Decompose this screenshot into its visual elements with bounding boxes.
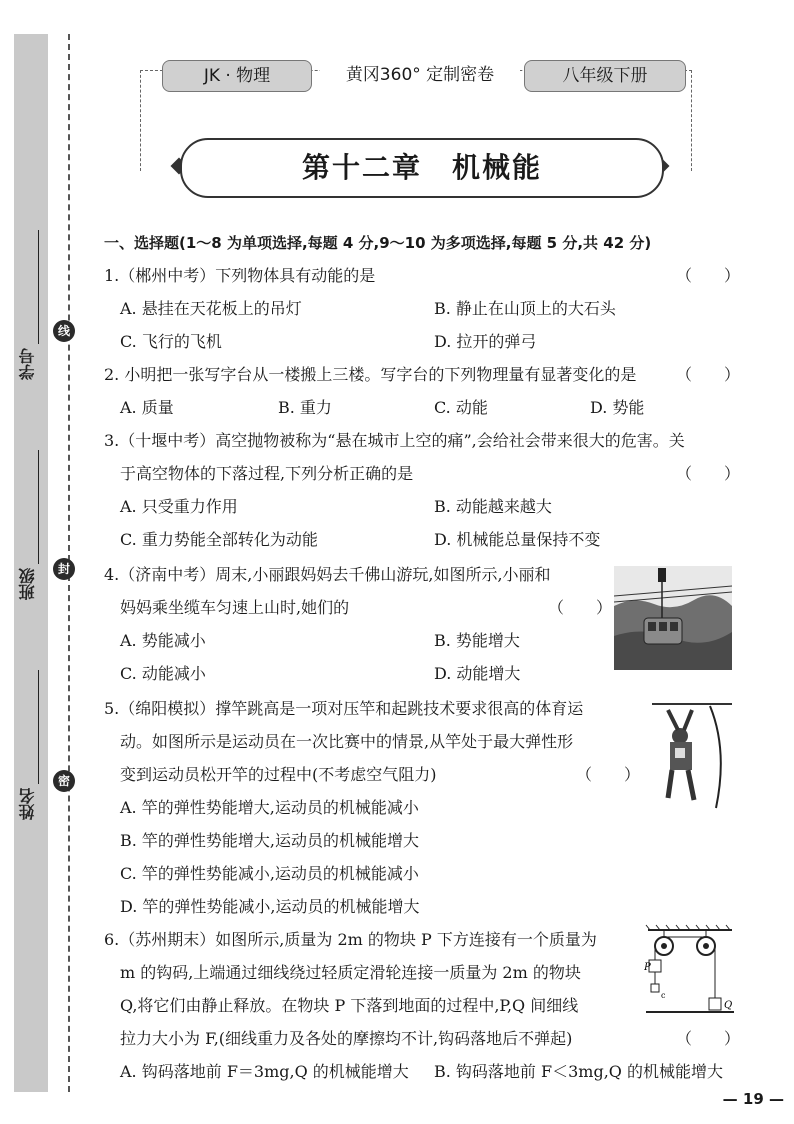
q1-option-a: A. 悬挂在天花板上的吊灯 (120, 299, 302, 318)
q5-option-b: B. 竿的弹性势能增大,运动员的机械能增大 (120, 831, 420, 850)
class-field[interactable] (8, 450, 48, 600)
brand-title: 黄冈360° 定制密卷 (320, 60, 520, 90)
label-c: c (661, 991, 666, 1000)
q4-option-d: D. 动能增大 (434, 664, 521, 683)
q4-stem-line2: 妈妈乘坐缆车匀速上山时,她们的 (120, 598, 350, 617)
q1-option-c: C. 飞行的飞机 (120, 332, 222, 351)
q3-stem-line1: 3.（十堰中考）高空抛物被称为“悬在城市上空的痛”,会给社会带来很大的危害。关 (104, 431, 685, 450)
cable-car-photo (614, 566, 732, 670)
q4-option-a: A. 势能减小 (120, 631, 206, 650)
q5-stem-line1: 5.（绵阳模拟）撑竿跳高是一项对压竿和起跳技术要求很高的体育运 (104, 699, 584, 718)
q6-option-a: A. 钩码落地前 F＝3mg,Q 的机械能增大 (120, 1062, 409, 1081)
q5-option-c: C. 竿的弹性势能减小,运动员的机械能减小 (120, 864, 419, 883)
class-label: 班级 (18, 568, 37, 600)
q6-stem-line3: Q,将它们由静止释放。在物块 P 下落到地面的过程中,P,Q 间细线 (120, 996, 579, 1015)
q1-option-d: D. 拉开的弹弓 (434, 332, 537, 351)
q6-stem-line2: m 的钩码,上端通过细线绕过轻质定滑轮连接一质量为 2m 的物块 (120, 963, 581, 982)
seal-line: 线 (53, 320, 75, 342)
q3-answer-blank[interactable]: （ ） (676, 464, 741, 483)
q4-stem-line1: 4.（济南中考）周末,小丽跟妈妈去千佛山游玩,如图所示,小丽和 (104, 565, 551, 584)
student-id-label: 学号 (18, 348, 37, 380)
q2-option-b: B. 重力 (278, 398, 332, 417)
q3-option-a: A. 只受重力作用 (120, 497, 238, 516)
q2-option-c: C. 动能 (434, 398, 488, 417)
q1-stem: 1.（郴州中考）下列物体具有动能的是 (104, 266, 376, 285)
page-number: — 19 — (722, 1090, 784, 1108)
q6-answer-blank[interactable]: （ ） (676, 1029, 741, 1048)
q6-stem-line1: 6.（苏州期末）如图所示,质量为 2m 的物块 P 下方连接有一个质量为 (104, 930, 597, 949)
q1-option-b: B. 静止在山顶上的大石头 (434, 299, 616, 318)
q6-stem-line4: 拉力大小为 F,(细线重力及各处的摩擦均不计,钩码落地后不弹起) (120, 1029, 573, 1048)
q2-answer-blank[interactable]: （ ） (676, 365, 741, 384)
label-q: Q (724, 1000, 733, 1011)
q5-stem-line3: 变到运动员松开竿的过程中(不考虑空气阻力) (120, 765, 437, 784)
q5-option-a: A. 竿的弹性势能增大,运动员的机械能减小 (120, 798, 419, 817)
q5-option-d: D. 竿的弹性势能减小,运动员的机械能增大 (120, 897, 420, 916)
section-title: 一、选择题(1～8 为单项选择,每题 4 分,9～10 为多项选择,每题 5 分,共 42 分) (104, 234, 652, 252)
name-field[interactable] (8, 670, 48, 820)
q3-stem-line2: 于高空物体的下落过程,下列分析正确的是 (120, 464, 414, 483)
grade-badge: 八年级下册 (524, 60, 686, 92)
pulley-diagram (644, 924, 736, 1018)
label-p: P (644, 962, 651, 973)
q2-option-d: D. 势能 (590, 398, 645, 417)
q2-option-a: A. 质量 (120, 398, 174, 417)
q5-answer-blank[interactable]: （ ） (576, 765, 641, 784)
name-label: 姓名 (18, 788, 37, 820)
q3-option-c: C. 重力势能全部转化为动能 (120, 530, 318, 549)
q4-option-c: C. 动能减小 (120, 664, 206, 683)
q5-stem-line2: 动。如图所示是运动员在一次比赛中的情景,从竿处于最大弹性形 (120, 732, 574, 751)
subject-badge: JK · 物理 (162, 60, 312, 92)
q3-option-d: D. 机械能总量保持不变 (434, 530, 601, 549)
seal-seal: 封 (53, 558, 75, 580)
pole-vault-photo (650, 700, 734, 812)
q6-option-b: B. 钩码落地前 F＜3mg,Q 的机械能增大 (434, 1062, 724, 1081)
q2-stem: 2. 小明把一张写字台从一楼搬上三楼。写字台的下列物理量有显著变化的是 (104, 365, 637, 384)
seal-secret: 密 (53, 770, 75, 792)
q1-answer-blank[interactable]: （ ） (676, 266, 741, 285)
chapter-title: 第十二章 机械能 (180, 138, 664, 198)
q3-option-b: B. 动能越来越大 (434, 497, 552, 516)
q4-answer-blank[interactable]: （ ） (548, 598, 613, 617)
student-id-field[interactable] (8, 230, 48, 380)
q4-option-b: B. 势能增大 (434, 631, 520, 650)
